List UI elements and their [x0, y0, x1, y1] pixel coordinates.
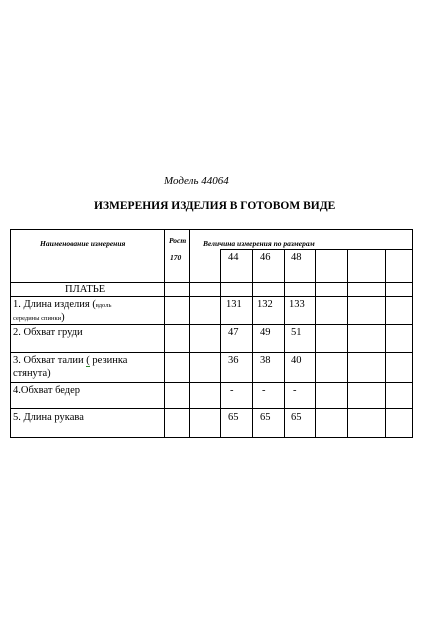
row-1-value-44: 131 [226, 299, 242, 310]
row-2-bottom-border [10, 352, 413, 353]
row-5-value-48: 65 [291, 412, 302, 423]
row-1-name-note: вдоль [95, 302, 112, 309]
row-1-value-48: 133 [289, 299, 305, 310]
row-3-value-46: 38 [260, 355, 271, 366]
row-3-value-48: 40 [291, 355, 302, 366]
row-1-bottom-border [10, 324, 413, 325]
row-3-name [13, 355, 127, 367]
row-2-value-48: 51 [291, 327, 302, 338]
row-1-name-cont [13, 312, 65, 324]
row-2-value-46: 49 [260, 327, 271, 338]
name-column-header: Наименование измерения [40, 239, 126, 248]
size-column-border-1 [220, 249, 221, 438]
height-label: Рост [169, 236, 187, 245]
row-4-value-44: - [230, 385, 234, 396]
table-left-border [10, 229, 11, 438]
row-3-name-mark: ( [86, 355, 90, 366]
row-3-bottom-border [10, 382, 413, 383]
sizes-header: Величина измерения по размерам [203, 239, 315, 248]
size-column-border-4 [315, 249, 316, 438]
row-5-value-44: 65 [228, 412, 239, 423]
size-column-border-3 [284, 249, 285, 438]
table-top-border [10, 229, 413, 230]
row-4-bottom-border [10, 408, 413, 409]
row-4-name: 4.Обхват бедер [13, 385, 81, 396]
size-column-border-6 [385, 249, 386, 438]
measurements-table [10, 229, 413, 438]
height-value: 170 [170, 253, 182, 262]
row-3-value-44: 36 [228, 355, 239, 366]
row-2-value-44: 47 [228, 327, 239, 338]
model-label: Модель 44064 [164, 175, 229, 187]
table-bottom-border [10, 437, 413, 438]
size-column-border-2 [252, 249, 253, 438]
row-3-name-tail: резинка [89, 355, 128, 366]
document-title: ИЗМЕРЕНИЯ ИЗДЕЛИЯ В ГОТОВОМ ВИДЕ [94, 200, 336, 212]
table-right-border [412, 229, 413, 438]
row-1-value-46: 132 [257, 299, 273, 310]
size-column-border-5 [347, 249, 348, 438]
header-bottom-border [10, 282, 413, 283]
row-3-name-cont: стянута) [13, 368, 51, 379]
row-1-name-note-2: середины спинки [13, 315, 62, 322]
height-column-border [189, 229, 190, 438]
row-3-name-main: 3. Обхват талии [13, 355, 87, 366]
row-1-name [13, 299, 111, 311]
name-column-border [164, 229, 165, 438]
size-46: 46 [260, 252, 271, 263]
section-bottom-border [10, 296, 413, 297]
row-1-name-tail: ) [61, 312, 65, 323]
row-5-name: 5. Длина рукава [13, 412, 84, 423]
row-2-name: 2. Обхват груди [13, 327, 83, 338]
section-label: ПЛАТЬЕ [65, 284, 106, 295]
row-4-value-46: - [262, 385, 266, 396]
size-48: 48 [291, 252, 302, 263]
row-1-name-main: 1. Длина изделия ( [13, 299, 96, 310]
row-5-value-46: 65 [260, 412, 271, 423]
row-4-value-48: - [293, 385, 297, 396]
size-44: 44 [228, 252, 239, 263]
